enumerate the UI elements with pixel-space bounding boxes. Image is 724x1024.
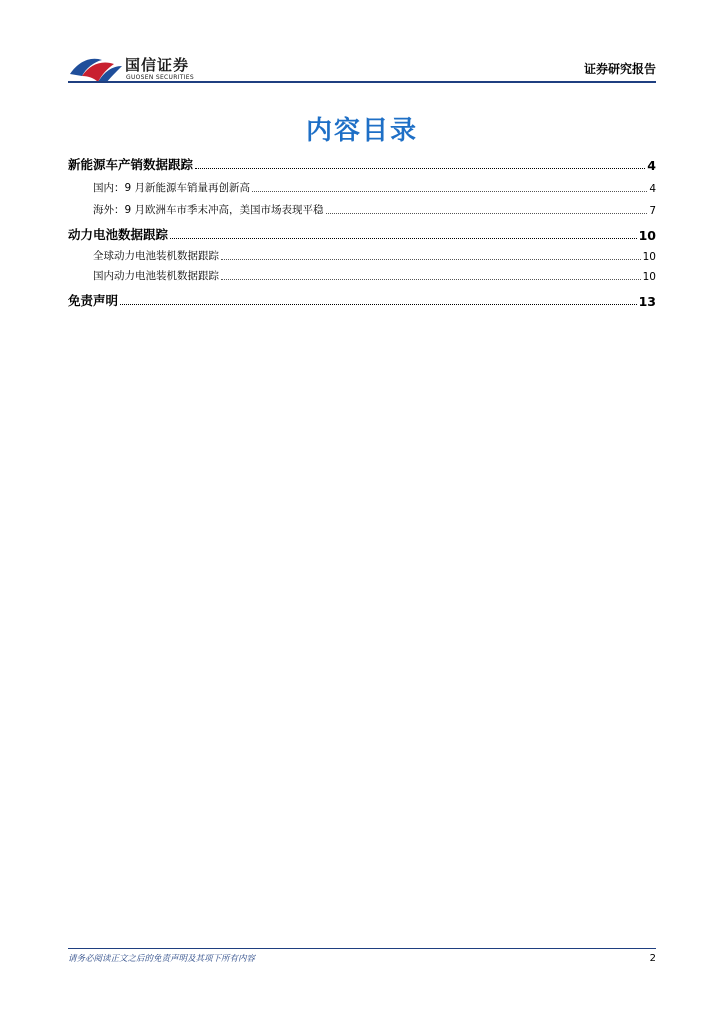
report-type-label: 证券研究报告 xyxy=(583,62,656,76)
toc-entry-label: 全球动力电池装机数据跟踪 xyxy=(93,250,219,262)
toc-entry-page: 4 xyxy=(649,183,656,195)
toc-entry-label: 国内：9 月新能源车销量再创新高 xyxy=(93,182,251,194)
toc-leader-dots xyxy=(326,213,648,214)
toc-entry-label: 海外：9 月欧洲车市季末冲高，美国市场表现平稳 xyxy=(93,204,324,216)
toc-entry-page: 10 xyxy=(642,271,656,283)
logo-english-name: GUOSEN SECURITIES xyxy=(126,74,195,81)
toc-leader-dots xyxy=(120,304,637,305)
toc-entry-page: 7 xyxy=(649,205,656,217)
toc-entry[interactable] xyxy=(68,223,656,243)
toc-entry-page: 4 xyxy=(647,158,656,173)
toc-entry-label: 动力电池数据跟踪 xyxy=(68,227,169,242)
toc-entry-label: 新能源车产销数据跟踪 xyxy=(68,157,194,172)
toc-leader-dots xyxy=(195,168,645,169)
toc-entry[interactable] xyxy=(93,201,656,217)
toc-entry[interactable] xyxy=(93,267,656,283)
toc-entry[interactable] xyxy=(68,153,656,173)
header-divider xyxy=(68,81,656,83)
page-number: 2 xyxy=(649,953,656,964)
toc-leader-dots xyxy=(252,191,647,192)
toc-entry-page: 10 xyxy=(642,251,656,263)
toc-leader-dots xyxy=(221,279,641,280)
toc-leader-dots xyxy=(170,238,637,239)
footer-divider xyxy=(68,948,656,949)
guosen-logo-icon xyxy=(68,52,124,84)
toc-entry[interactable] xyxy=(93,179,656,195)
toc-entry[interactable] xyxy=(93,247,656,263)
toc-entry-page: 10 xyxy=(638,228,656,243)
disclaimer-note: 请务必阅读正文之后的免责声明及其项下所有内容 xyxy=(68,954,256,964)
toc-entry-label: 免责声明 xyxy=(68,293,119,308)
toc-title: 内容目录 xyxy=(305,116,418,146)
toc-entry[interactable] xyxy=(68,289,656,309)
toc-entry-page: 13 xyxy=(638,294,656,309)
toc-entry-label: 国内动力电池装机数据跟踪 xyxy=(93,270,219,282)
toc-leader-dots xyxy=(221,259,641,260)
logo-chinese-name: 国信证券 xyxy=(125,56,190,74)
